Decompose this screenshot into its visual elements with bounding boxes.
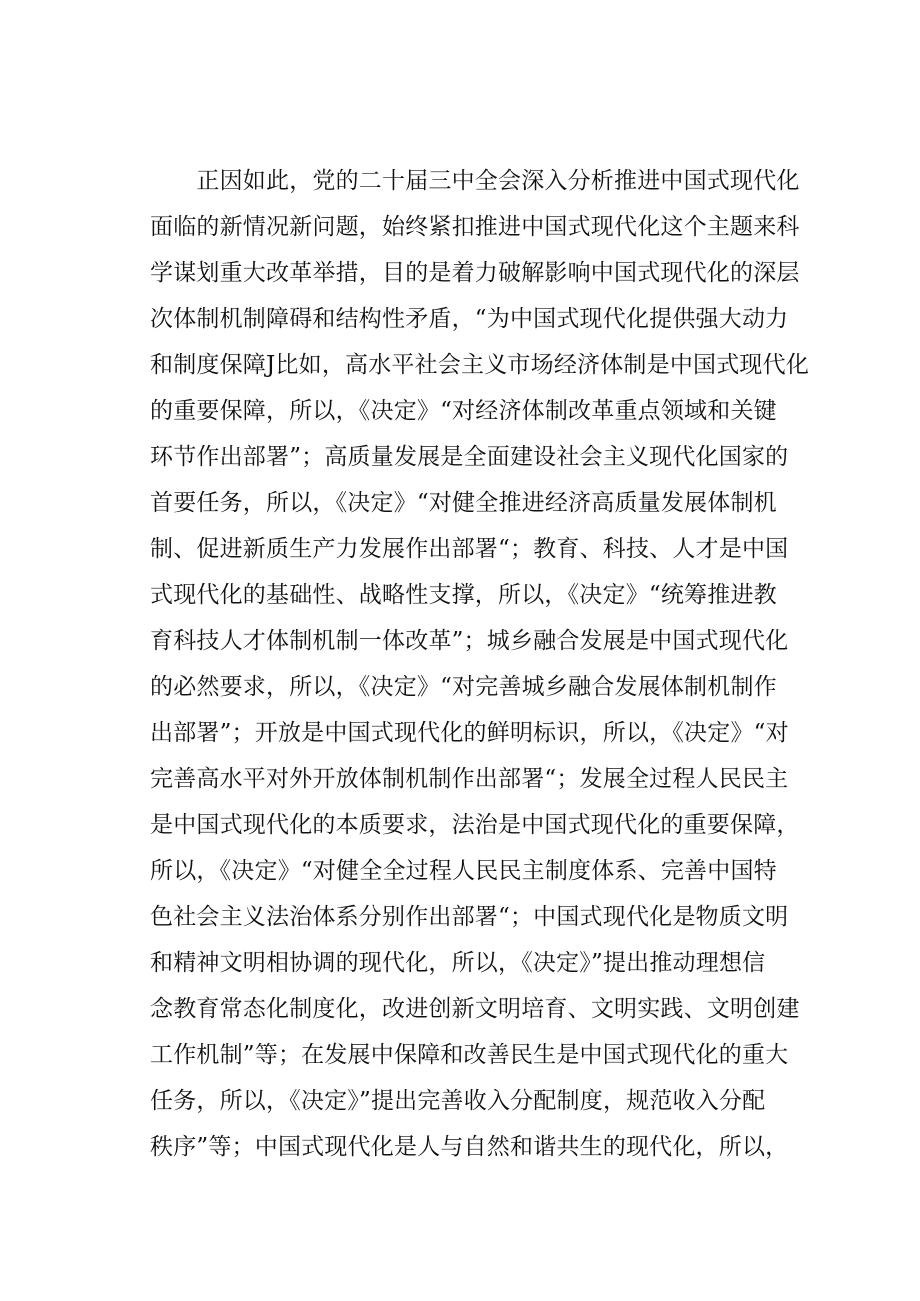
text-line: 学谋划重大改革举措，目的是着力破解影响中国式现代化的深层 <box>150 260 800 286</box>
text-line: 是中国式现代化的本质要求，法治是中国式现代化的重要保障， <box>150 812 800 838</box>
body-paragraph <box>150 158 810 1170</box>
text-line: 育科技人才体制机制一体改革”；城乡融合发展是中国式现代化 <box>150 628 789 654</box>
text-line: 色社会主义法治体系分别作出部署“；中国式现代化是物质文明 <box>150 904 789 930</box>
text-line: 和制度保障J比如，高水平社会主义市场经济体制是中国式现代化 <box>150 352 810 378</box>
text-line: 的重要保障，所以，《决定》“对经济体制改革重点领域和关键 <box>150 398 777 424</box>
text-line: 和精神文明相协调的现代化，所以，《决定》”提出推动理想信 <box>150 950 766 976</box>
text-line: 面临的新情况新问题，始终紧扣推进中国式现代化这个主题来科 <box>150 214 800 240</box>
text-line: 制、促进新质生产力发展作出部署“；教育、科技、人才是中国 <box>150 536 789 562</box>
text-line: 所以，《决定》“对健全全过程人民民主制度体系、完善中国特 <box>150 858 777 884</box>
text-line: 式现代化的基础性、战略性支撑，所以，《决定》“统筹推进教 <box>150 582 777 608</box>
text-line: 环节作出部署”；高质量发展是全面建设社会主义现代化国家的 <box>150 444 789 470</box>
text-line: 的必然要求，所以，《决定》“对完善城乡融合发展体制机制作 <box>150 674 777 700</box>
text-line: 工作机制”等；在发展中保障和改善民生是中国式现代化的重大 <box>150 1042 789 1068</box>
text-line: 完善高水平对外开放体制机制作出部署“；发展全过程人民民主 <box>150 766 789 792</box>
text-line: 正因如此，党的二十届三中全会深入分析推进中国式现代化 <box>150 168 800 194</box>
text-line: 首要任务，所以，《决定》“对健全推进经济高质量发展体制机 <box>150 490 777 516</box>
text-line: 秩序”等；中国式现代化是人与自然和谐共生的现代化，所以， <box>150 1134 789 1160</box>
text-line: 出部署”；开放是中国式现代化的鲜明标识，所以，《决定》“对 <box>150 720 789 746</box>
text-line: 念教育常态化制度化，改进创新文明培育、文明实践、文明创建 <box>150 996 800 1022</box>
text-line: 任务，所以，《决定》”提出完善收入分配制度，规范收入分配 <box>150 1088 766 1114</box>
text-line: 次体制机制障碍和结构性矛盾，“为中国式现代化提供强大动力 <box>150 306 789 332</box>
